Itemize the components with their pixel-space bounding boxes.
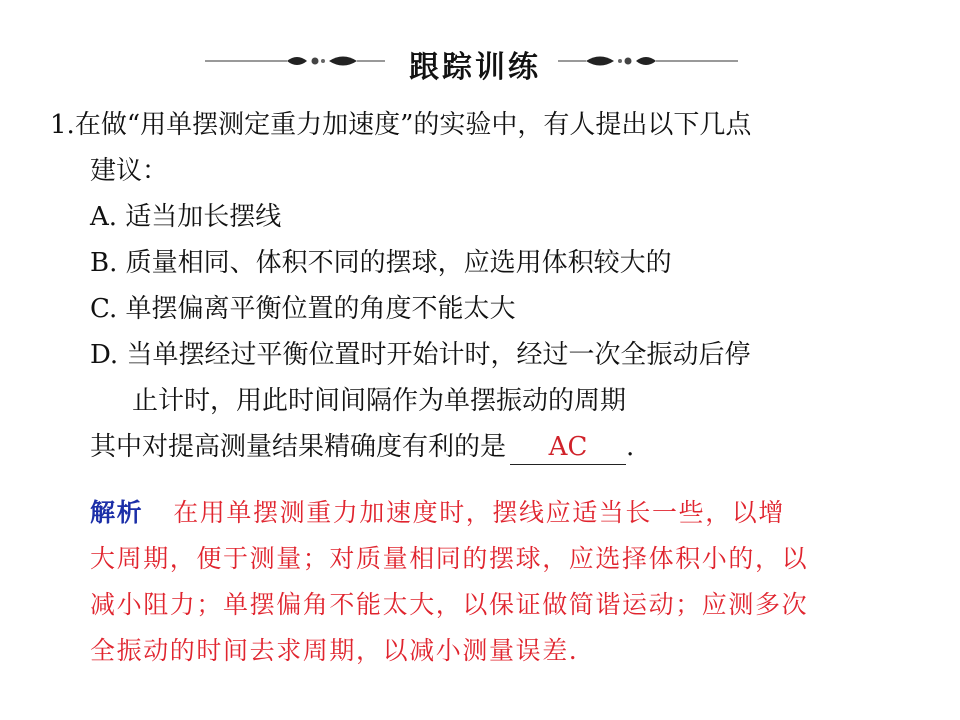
question-block [50, 102, 890, 470]
option-a: A. 适当加长摆线 [90, 202, 282, 232]
analysis-block [90, 490, 890, 674]
final-prompt: 其中对提高测量结果精确度有利的是 [90, 432, 507, 462]
ornament-left-icon [205, 49, 385, 73]
analysis-text: 在用单摆测重力加速度时，摆线应适当长一些，以增 [173, 498, 786, 527]
section-title: 跟踪训练 [409, 50, 541, 85]
question-stem-line: 建议： [90, 156, 169, 186]
analysis-line [90, 490, 890, 536]
answer-blank: AC [510, 430, 626, 465]
analysis-label: 解析 [90, 498, 144, 527]
ornament-right-icon [558, 49, 738, 73]
analysis-line: 全振动的时间去求周期，以减小测量误差. [90, 636, 579, 665]
option-c: C. 单摆偏离平衡位置的角度不能太大 [90, 294, 516, 324]
question-stem-line [50, 102, 890, 148]
question-number: 1. [50, 110, 75, 140]
analysis-line: 大周期，便于测量；对质量相同的摆球，应选择体积小的，以 [90, 544, 809, 573]
option-b: B. 质量相同、体积不同的摆球，应选用体积较大的 [90, 248, 672, 278]
analysis-line: 减小阻力；单摆偏角不能太大，以保证做简谐运动；应测多次 [90, 590, 809, 619]
section-header [0, 38, 960, 88]
option-d-continued: 止计时，用此时间间隔作为单摆振动的周期 [132, 386, 627, 416]
option-d: D. 当单摆经过平衡位置时开始计时，经过一次全振动后停 [90, 340, 751, 370]
question-stem: 在做“用单摆测定重力加速度”的实验中，有人提出以下几点 [74, 110, 752, 140]
final-prompt-line [50, 424, 890, 470]
final-period: . [626, 432, 635, 462]
